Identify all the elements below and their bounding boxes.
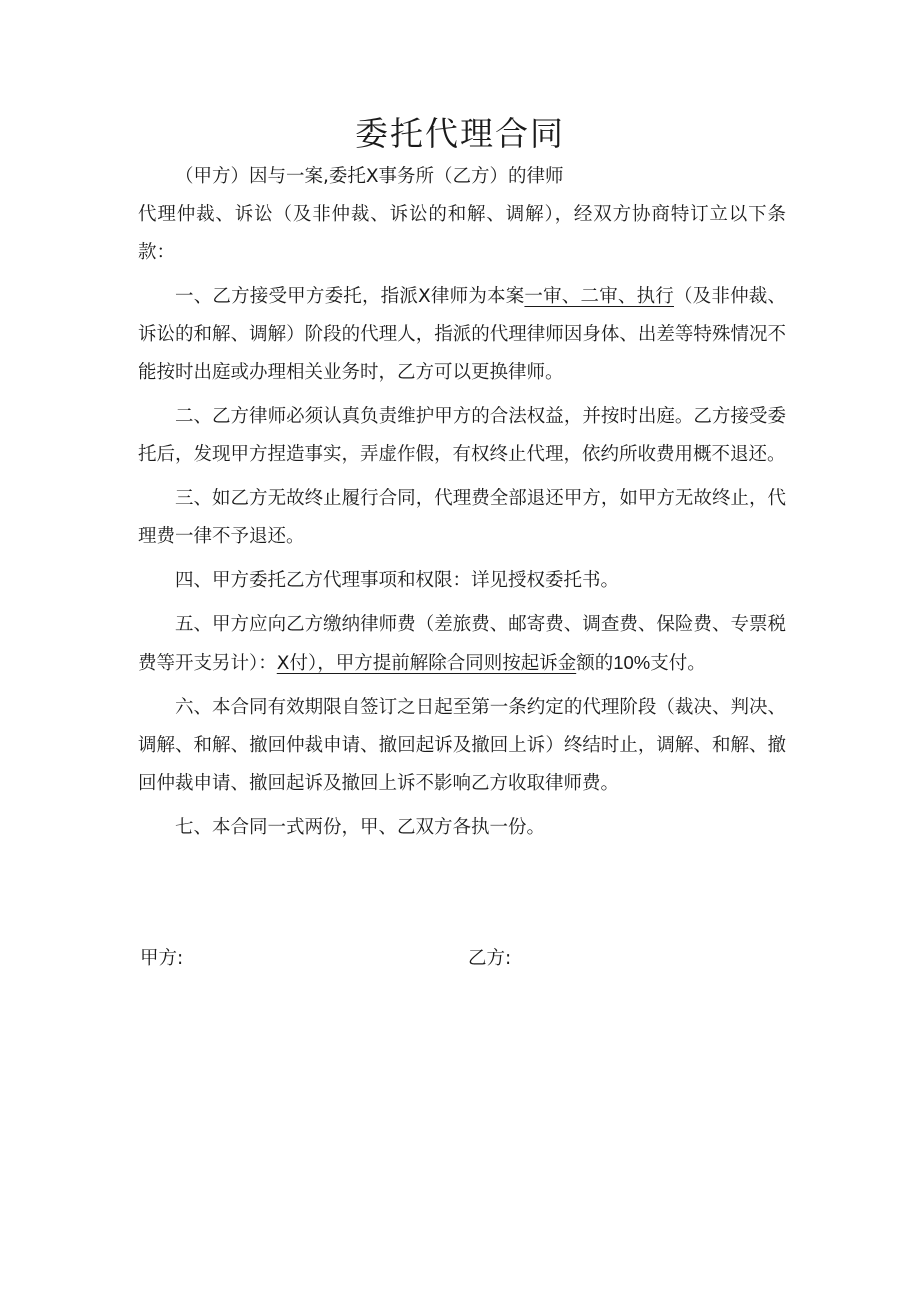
clause-5-underlined-text: X付），甲方提前解除合同则按起诉金 — [276, 653, 577, 674]
clause-7: 七、本合同一式两份，甲、乙双方各执一份。 — [175, 817, 546, 838]
clause-5-text-before: 五、甲方应向乙方缴纳律师费（差旅费、邮寄费、调查费、保险费、专票税费等开支另计）： — [138, 614, 786, 674]
clause-1-underlined-stages: 一审、二审、执行 — [524, 286, 674, 307]
clause-4: 四、甲方委托乙方代理事项和权限：详见授权委托书。 — [175, 570, 620, 591]
document-title: 委托代理合同 — [355, 114, 565, 153]
clause-5 — [138, 606, 786, 683]
clause-1-text-after: （及非仲裁、诉讼的和解、调解）阶段的代理人，指派的代理律师因身体、出差等特殊情况不能按时出庭或办理相关业务时，乙方可以更换律师。 — [138, 286, 786, 383]
contract-body — [138, 158, 786, 847]
clause-1-text-before: 一、乙方接受甲方委托，指派X律师为本案 — [175, 286, 525, 307]
clause-3: 三、如乙方无故终止履行合同，代理费全部退还甲方，如甲方无故终止，代理费一律不予退还。 — [138, 488, 786, 547]
clause-5-text-end: 支付。 — [650, 653, 706, 674]
intro-line-2: 代理仲裁、诉讼（及非仲裁、诉讼的和解、调解），经双方协商特订立以下条款： — [138, 204, 786, 263]
clause-5-text-after: 额的 — [576, 653, 614, 674]
party-b-signature-label: 乙方: — [468, 948, 512, 969]
intro-line-1: （甲方）因与一案,委托X事务所（乙方）的律师 — [175, 166, 564, 187]
clause-1 — [138, 278, 786, 392]
clause-6: 六、本合同有效期限自签订之日起至第一条约定的代理阶段（裁决、判决、调解、和解、撤回仲裁申请、撤回起诉及撤回上诉）终结时止，调解、和解、撤回仲裁申请、撤回起诉及撤回上诉不影响乙方收取律师费。 — [138, 697, 786, 794]
clause-2: 二、乙方律师必须认真负责维护甲方的合法权益，并按时出庭。乙方接受委托后，发现甲方捏造事实，弄虚作假，有权终止代理，依约所收费用概不退还。 — [138, 406, 786, 465]
party-a-signature-label: 甲方: — [140, 948, 184, 969]
clause-5-percent: 10% — [613, 652, 651, 673]
